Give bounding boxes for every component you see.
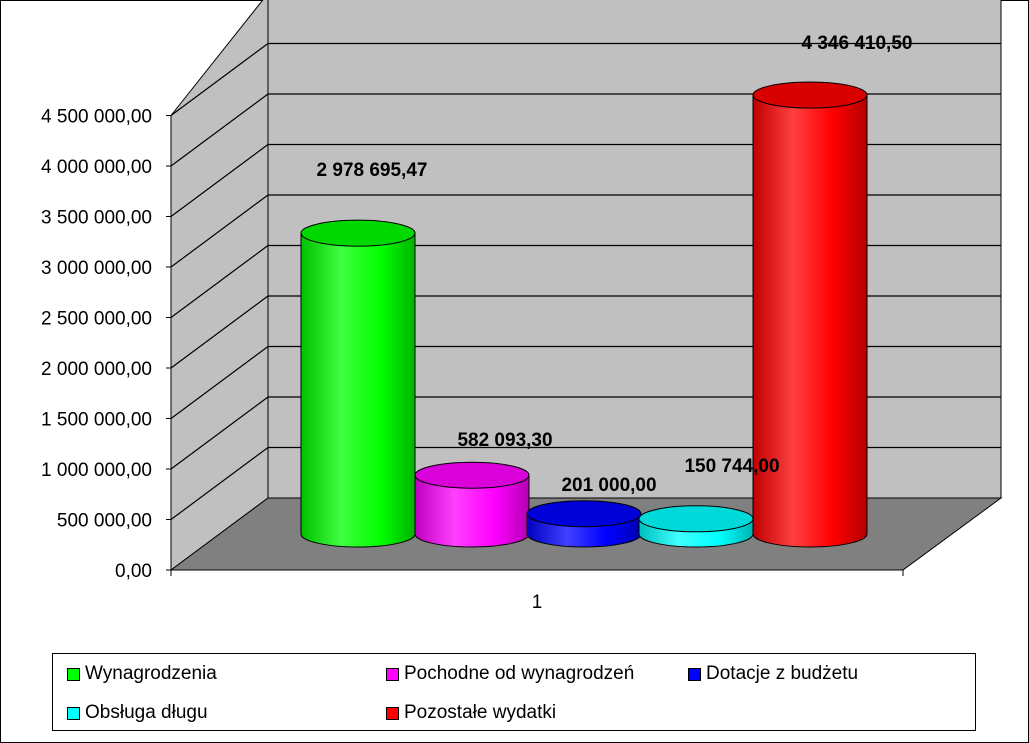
legend-label: Obsługa długu (85, 702, 208, 723)
data-label: 582 093,30 (457, 430, 553, 451)
bar-3 (527, 501, 641, 547)
bar-1 (301, 220, 415, 547)
legend-item (67, 703, 208, 723)
data-label: 201 000,00 (561, 475, 657, 496)
bar-top (415, 462, 529, 488)
legend-label: Pochodne od wynagrodzeń (404, 663, 635, 684)
x-tick-label: 1 (531, 592, 543, 613)
side-wall (171, 0, 268, 570)
bar-top (753, 82, 867, 108)
legend-label: Dotacje z budżetu (706, 663, 859, 684)
y-tick-label: 1 500 000,00 (41, 409, 152, 431)
legend-label: Pozostałe wydatki (404, 702, 557, 723)
y-tick-label: 3 500 000,00 (41, 207, 152, 229)
legend-item (688, 664, 858, 684)
data-label: 2 978 695,47 (316, 160, 428, 181)
y-tick-label: 1 000 000,00 (41, 460, 152, 481)
bar-top (527, 501, 641, 527)
legend-swatch (67, 668, 80, 681)
y-tick-label: 4 500 000,00 (41, 106, 152, 128)
legend-swatch (67, 707, 80, 720)
legend-swatch (688, 668, 701, 681)
y-tick-label: 4 000 000,00 (41, 157, 152, 178)
bar-body (301, 233, 415, 547)
legend-item (67, 664, 217, 684)
bar-2 (415, 462, 529, 547)
legend (52, 653, 976, 731)
bar-5 (753, 82, 867, 547)
y-tick-label: 0,00 (115, 561, 152, 582)
legend-swatch (386, 707, 399, 720)
bar-top (639, 506, 753, 532)
legend-label: Wynagrodzenia (85, 663, 217, 684)
bar-top (301, 220, 415, 246)
legend-item (386, 703, 556, 723)
data-label: 4 346 410,50 (801, 33, 913, 54)
bar-body (753, 95, 867, 547)
y-tick-label: 2 000 000,00 (41, 359, 152, 380)
y-tick-label: 2 500 000,00 (41, 308, 152, 330)
y-tick-label: 3 000 000,00 (41, 258, 152, 279)
data-label: 150 744,00 (684, 456, 780, 477)
legend-swatch (386, 668, 399, 681)
legend-item (386, 664, 634, 684)
y-tick-label: 500 000,00 (56, 510, 152, 532)
bar-4 (639, 506, 753, 547)
